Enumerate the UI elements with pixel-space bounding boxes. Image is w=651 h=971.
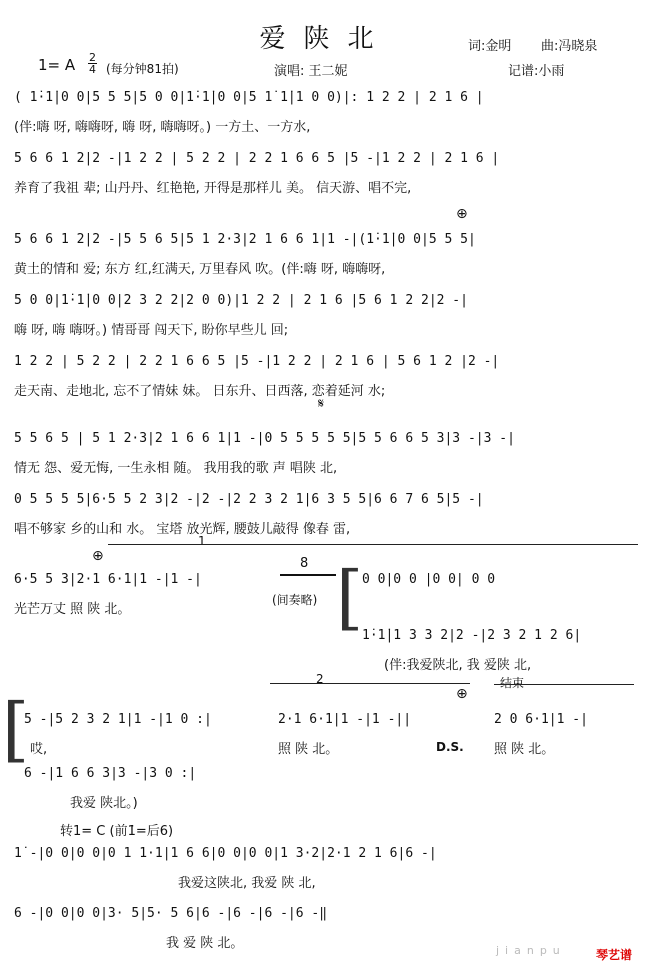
notation-row: 0 5 5 5 5|6·5 5 2 3|2 -|2 -|2 2 3 2 1|6 3 5 5|6 6 7 6 5|5 -| [14,492,484,507]
song-title: 爱陕北 [259,24,392,54]
watermark: jianpu [496,944,566,957]
ending-2-number: 2 [316,672,324,686]
coda-symbol: ⊕ [456,686,468,702]
notation-row: 2 0 6·1|1 -| [494,712,588,727]
ending-bracket [494,684,634,685]
lyric-row: 我爱 陕北。) [70,796,138,811]
lyric-row: 照 陕 北。 [494,742,555,757]
composer-credit: 曲:冯晓泉 [541,39,598,54]
dal-segno-mark: D.S. [436,740,464,754]
notation-row: 5 5 6 5 | 5 1 2·3|2 1 6 6 1|1 -|0 5 5 5 5 5|5 5 6 6 5 3|3 -|3 -| [14,431,515,446]
notation-row: 6 -|0 0|0 0|3· 5|5· 5 6|6 -|6 -|6 -|6 -‖ [14,906,328,921]
coda-symbol: ⊕ [456,206,468,222]
lyric-row: 光芒万丈 照 陕 北。 [14,602,131,617]
time-signature [88,52,97,75]
notation-row: 5 6 6 1 2|2 -|1 2 2 | 5 2 2 | 2 2 1 6 6 5 |5 -|1 2 2 | 2 1 6 | [14,151,500,166]
time-numerator: 2 [89,51,96,64]
accompaniment-rest-row: 0 0|0 0 |0 0| 0 0 [362,572,496,587]
interlude-bar-count: 8 [300,556,309,571]
lyric-row: (伴:我爱陕北, 我 爱陕 北, [384,658,532,673]
ending-1-bracket [108,544,638,545]
notation-row: 2·1 6·1|1 -|1 -|| [278,712,412,727]
lyric-row: (伴:嗨 呀, 嗨嗨呀, 嗨 呀, 嗨嗨呀。) 一方土、一方水, [14,120,311,135]
lyric-row: 嗨 呀, 嗨 嗨呀。) 情哥哥 闯天下, 盼你早些儿 回; [14,323,289,338]
lyric-row: 走天南、走地北, 忘不了情妹 妹。 日东升、日西落, 恋着延河 水; [14,384,386,399]
transcriber-credit: 记谱:小雨 [508,64,565,79]
interlude-note: (间奏略) [272,593,318,607]
system-brace: [ [2,688,30,770]
lyric-row: 养育了我祖 辈; 山丹丹、红艳艳, 开得是那样儿 美。 信天游、唱不完, [14,181,412,196]
time-denominator: 4 [89,63,96,76]
lyricist-credit: 词:金明 [468,39,512,54]
notation-row: 1 2 2 | 5 2 2 | 2 2 1 6 6 5 |5 -|1 2 2 | 2 1 6 | 5 6 1 2 |2 -| [14,354,500,369]
lyric-row: 黄土的情和 爱; 东方 红,红满天, 万里春风 吹。(伴:嗨 呀, 嗨嗨呀, [14,262,386,277]
end-label: 结束 [500,676,525,690]
accompaniment-row: 1̇·1̇|1 3 3 2|2 -|2 3 2 1 2 6| [362,628,582,643]
notation-row: 5 6 6 1 2|2 -|5 5 6 5|5 1 2·3|2 1 6 6 1|1 -|(1̇·1̇|0 0|5 5 5| [14,232,476,247]
notation-row: 5 0 0|1̇·1̇|0 0|2 3 2 2|2 0 0)|1 2 2 | 2 1 6 |5 6 1 2 2|2 -| [14,293,468,308]
tempo-marking: (每分钟81拍) [106,62,179,76]
notation-row: ( 1̇·1̇|0 0|5 5 5|5 0 0|1̇·1̇|0 0|5 1̇ 1̇|1 0 0)|: 1 2 2 | 2 1 6 | [14,90,484,105]
coda-symbol: ⊕ [92,548,104,564]
site-logo: 琴艺谱 [596,948,633,962]
notation-row: 6·5 5 3|2·1 6·1|1 -|1 -| [14,572,202,587]
multi-rest-bar [280,574,336,576]
lyric-row: 情无 怨、爱无悔, 一生永相 随。 我用我的歌 声 唱陕 北, [14,461,338,476]
lyric-row: 我爱这陕北, 我爱 陕 北, [178,876,316,891]
lyric-row: 哎, [30,742,48,757]
lyric-row: 我 爱 陕 北。 [166,936,244,951]
accompaniment-row: 6 -|1 6 6 3|3 -|3 0 :| [24,766,197,781]
segno-symbol: 𝄋 [318,396,325,412]
notation-row: 1̇ -|0 0|0 0|0 1 1·1|1 6 6|0 0|0 0|1 3·2|2·1 2 1 6|6 -| [14,846,437,861]
key-change-marking: 转1= C (前1̇=后6) [60,824,174,839]
lyric-row: 唱不够家 乡的山和 水。 宝塔 放光辉, 腰鼓儿敲得 像春 雷, [14,522,351,537]
ending-2-bracket [270,683,470,684]
system-brace: [ [336,556,364,638]
ending-1-number: 1 [198,534,206,548]
notation-row: 5 -|5 2 3 2 1|1 -|1 0 :| [24,712,212,727]
lyric-row: 照 陕 北。 [278,742,339,757]
key-signature: 1= A [38,56,76,74]
singer-credit: 演唱: 王二妮 [274,64,348,79]
